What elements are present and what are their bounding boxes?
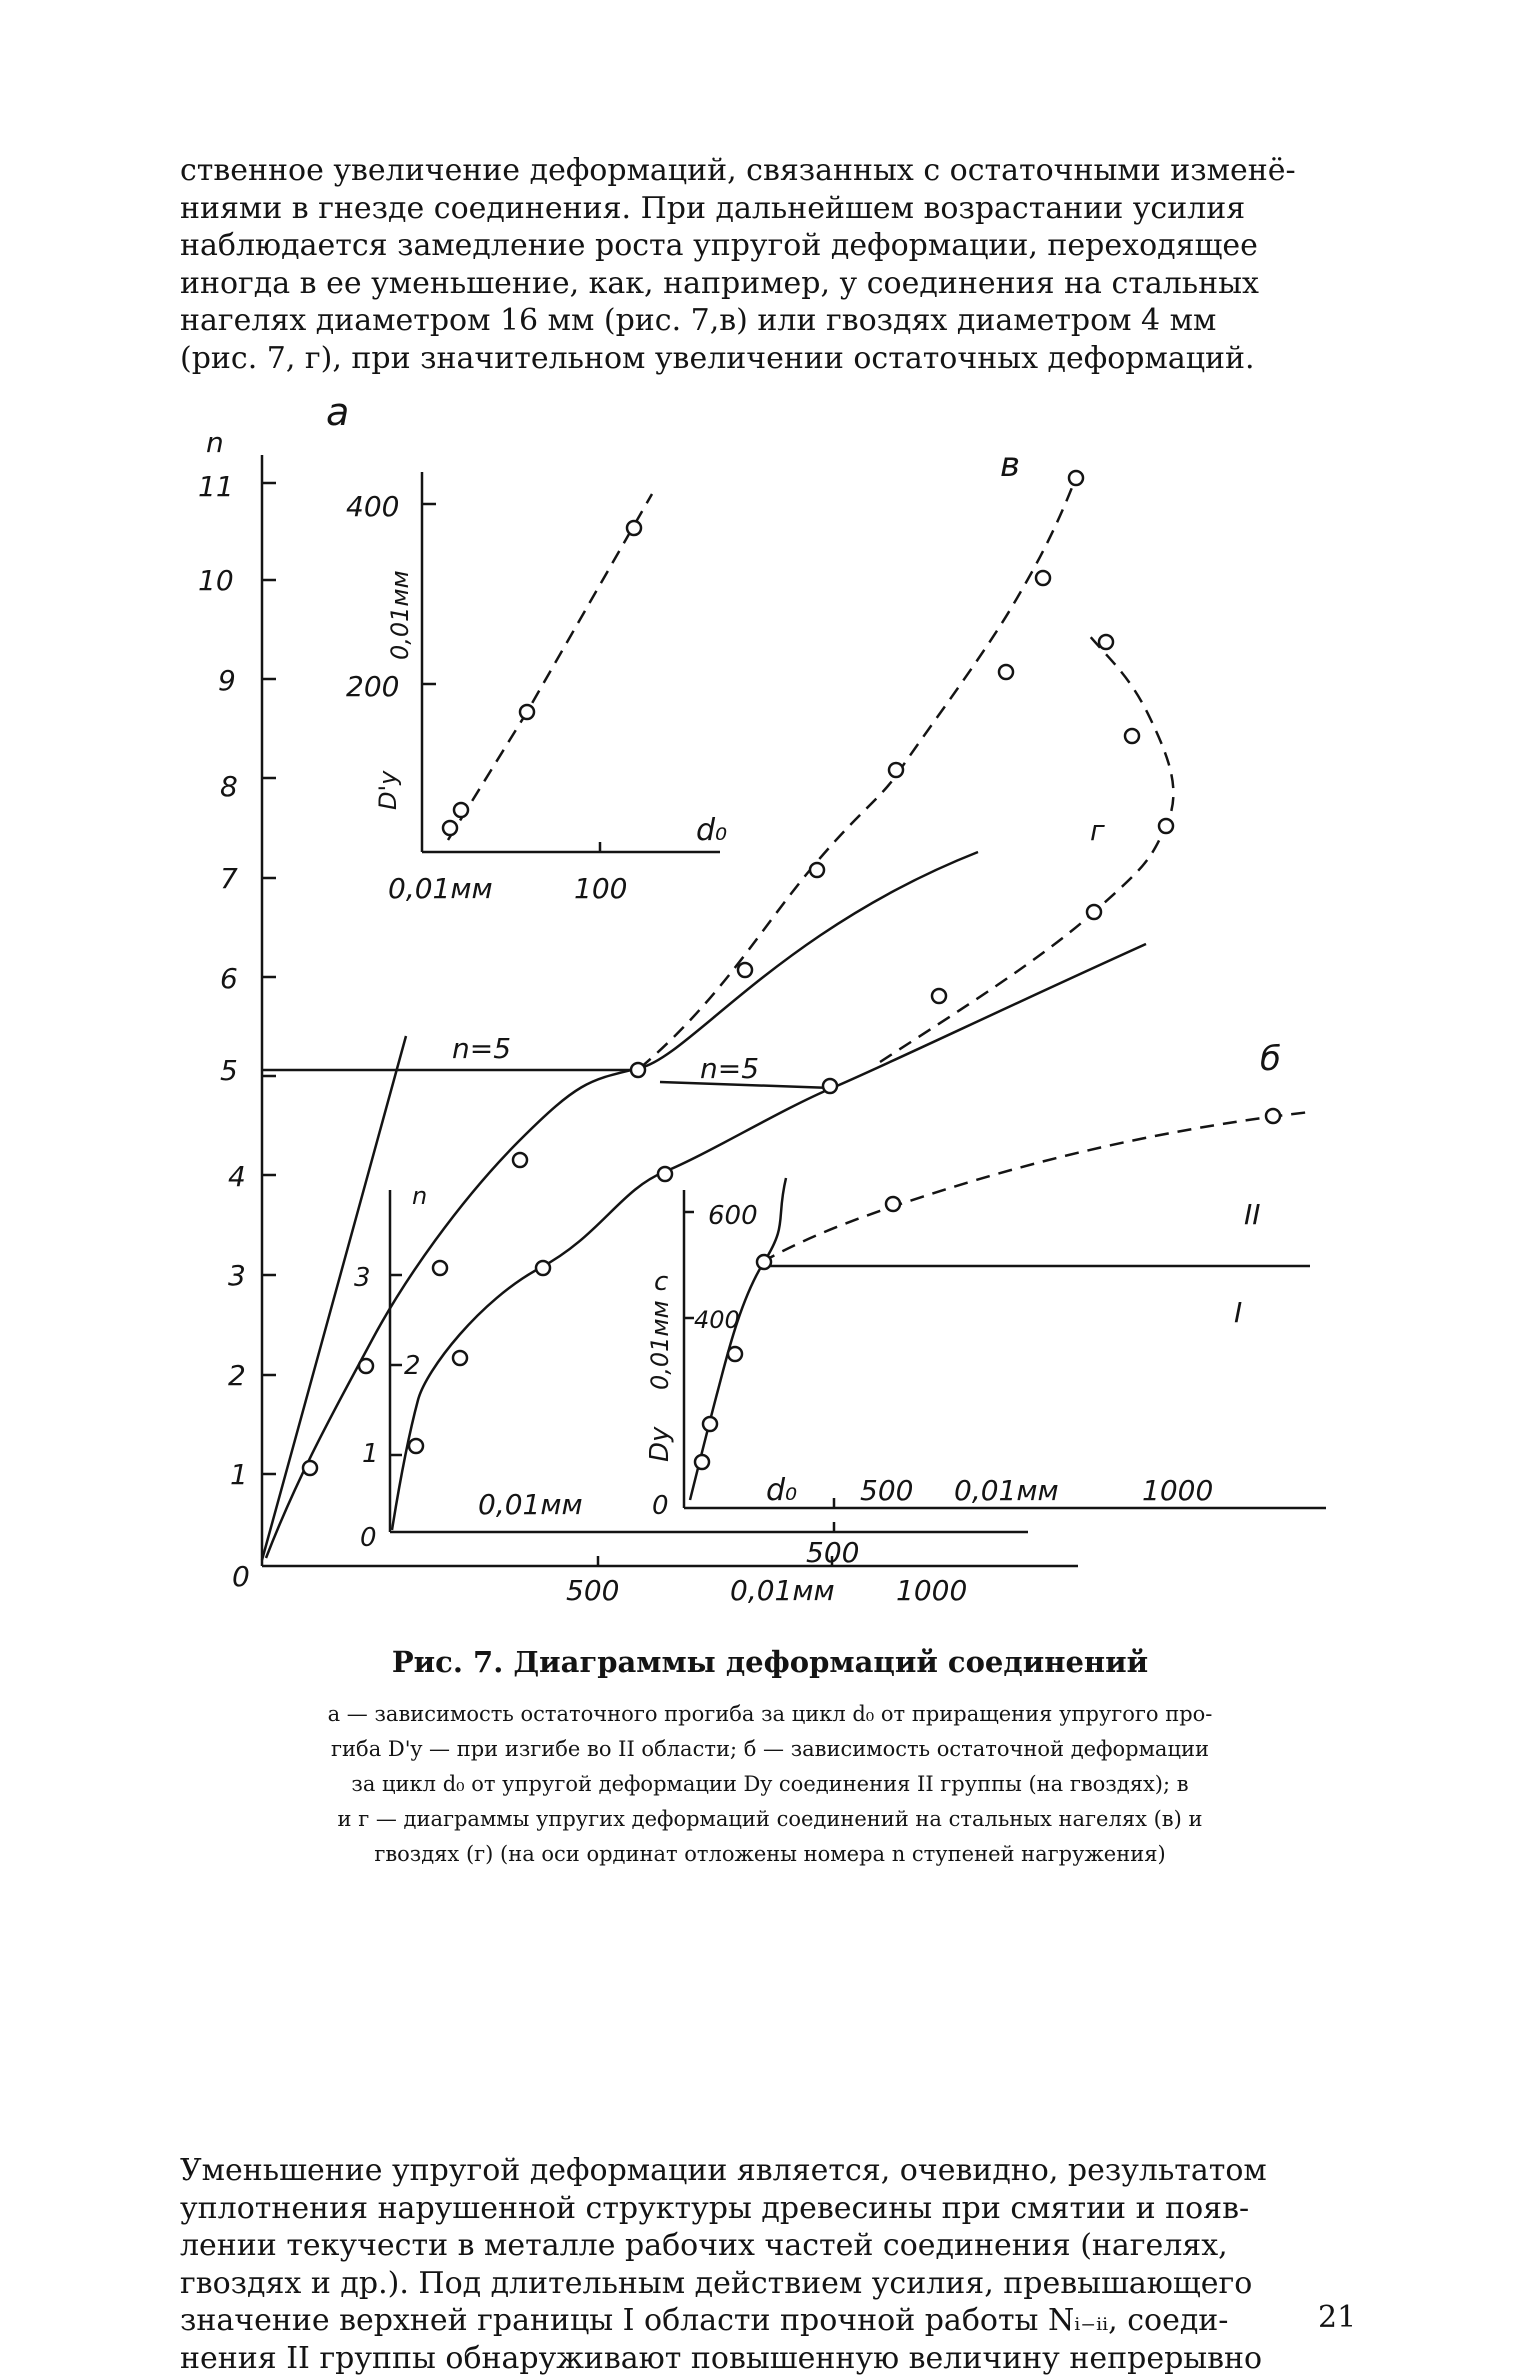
curve-g-label: г [1090,814,1105,847]
inset-b-y-tick-label: 600 [708,1201,758,1231]
inset-b-x-tick-label: 1000 [1142,1474,1213,1507]
y-tick-label: 11 [198,470,234,503]
point [513,1153,527,1167]
caption-line: а — зависимость остаточного прогиба за цикл d₀ от приращения упругого про- [200,1697,1340,1732]
inset-n-x-unit: 0,01мм [478,1488,583,1521]
caption-line: гиба D'y — при изгибе во II области; б — зависимость остаточной деформации [200,1732,1340,1767]
inset-b-y-symbol: Dy [645,1426,675,1462]
inset-n-y-tick-label: 2 [404,1351,421,1381]
main-y-tick-labels [198,470,250,1593]
point [409,1439,423,1453]
inset-n-y-tick-label: 1 [362,1439,379,1469]
point [454,803,468,817]
region-II-label: II [1244,1198,1261,1231]
inset-n-y-tick-label: 0 [360,1523,377,1553]
text-line: нагелях диаметром 16 мм (рис. 7,в) или гвоздях диаметром 4 мм [180,302,1366,340]
text-line: ственное увеличение деформаций, связанных с остаточными изменё- [180,152,1366,190]
y-tick-label: 7 [220,862,238,895]
point [1125,729,1139,743]
point [453,1351,467,1365]
inset-b-y-tick-label: 400 [694,1306,740,1334]
text-line: ниями в гнезде соединения. При дальнейшем возрастании усилия [180,190,1366,228]
point [627,521,641,535]
inset-b-y-unit: 0,01мм [646,1300,674,1390]
point [520,705,534,719]
inset-b-x-symbol: d₀ [766,1473,797,1508]
y-tick-label: 6 [220,962,238,995]
figure-caption-title: Рис. 7. Диаграммы деформаций соединений [200,1645,1340,1679]
data-points [303,471,1280,1475]
point [810,863,824,877]
inset-n-y-tick-label: 3 [354,1263,371,1293]
point [443,821,457,835]
inset-a-y-symbol: D'y [374,770,402,810]
point [823,1079,837,1093]
inset-b-c-label: c [654,1267,668,1297]
main-y-title: n [206,426,224,459]
text-line: (рис. 7, г), при значительном увеличении остаточных деформаций. [180,340,1366,378]
text-line: гвоздях и др.). Под длительным действием усилия, превышающего [180,2265,1366,2303]
point [433,1261,447,1275]
point [658,1167,672,1181]
text-line: лении текучести в металле рабочих частей соединения (нагелях, [180,2227,1366,2265]
inset-b-x-unit: 0,01мм [954,1474,1059,1507]
text-line: наблюдается замедление роста упругой деформации, переходящее [180,227,1366,265]
x-tick-label: 1000 [896,1574,967,1607]
region-I-label: I [1234,1296,1242,1329]
point [889,763,903,777]
curve-b-label: б [1260,1039,1281,1079]
x-tick-label: 500 [566,1574,619,1607]
point [999,665,1013,679]
point [631,1063,645,1077]
inset-n-x-tick-label: 500 [806,1536,859,1569]
caption-line: гвоздях (г) (на оси ординат отложены номера n ступеней нагружения) [200,1837,1340,1872]
text-line: нения II группы обнаруживают повышенную величину непрерывно [180,2340,1366,2377]
point [1266,1109,1280,1123]
point [886,1197,900,1211]
y-tick-label: 2 [228,1359,246,1392]
curve-v-dashed [640,472,1078,1068]
body-text-bottom [180,2152,1366,2377]
point [728,1347,742,1361]
y-tick-label: 3 [228,1259,246,1292]
y-tick-label: 8 [220,770,238,803]
inset-a-dashed-line [448,494,652,840]
elastic-reference-line [262,1036,406,1560]
point [1036,571,1050,585]
inset-a-x-unit: 0,01мм [388,872,493,905]
inset-a-y-tick-label: 400 [346,490,399,523]
text-line: иногда в ее уменьшение, как, например, у соединения на стальных [180,265,1366,303]
caption-line: и г — диаграммы упругих деформаций соединений на стальных нагелях (в) и [200,1802,1340,1837]
y-tick-label: 5 [220,1054,238,1087]
inset-a-x-symbol: d₀ [696,813,727,848]
text-line: значение верхней границы I области прочной работы Nᵢ₋ᵢᵢ, соеди- [180,2302,1366,2340]
page-number: 21 [1318,2300,1356,2335]
point [1069,471,1083,485]
text-line: уплотнения нарушенной структуры древесины при смятии и появ- [180,2190,1366,2228]
inset-n-x-origin: 0 [652,1491,669,1521]
point [738,963,752,977]
point [703,1417,717,1431]
point [1087,905,1101,919]
point [1099,635,1113,649]
panel-a-label: а [326,390,349,434]
inset-b-x-tick-label: 500 [860,1474,913,1507]
inset-n-y-title: n [412,1182,427,1210]
point [359,1359,373,1373]
main-y-tick-marks [262,483,832,1566]
point [303,1461,317,1475]
inset-a-x-tick-label: 100 [574,872,627,905]
x-tick-label: 0,01мм [730,1574,835,1607]
n5-label-left: n=5 [452,1032,511,1065]
point [757,1255,771,1269]
inset-a-y-tick-label: 200 [346,670,399,703]
caption-line: за цикл d₀ от упругой деформации Dy соединения II группы (на гвоздях); в [200,1767,1340,1802]
y-tick-label: 4 [228,1160,246,1193]
figure-caption-body [200,1697,1340,1872]
point [932,989,946,1003]
inset-a-y-unit: 0,01мм [386,570,414,660]
point [1159,819,1173,833]
curve-v-label: в [1000,445,1020,485]
curve-b-inset-dashed [762,1112,1310,1262]
point [536,1261,550,1275]
y-tick-label: 10 [198,564,234,597]
y-tick-label: 1 [230,1458,248,1491]
y-tick-label: 0 [232,1560,250,1593]
main-x-tick-labels [566,1574,967,1607]
n5-label-right: n=5 [700,1052,759,1085]
text-line: Уменьшение упругой деформации является, очевидно, результатом [180,2152,1366,2190]
point [695,1455,709,1469]
y-tick-label: 9 [218,664,236,697]
